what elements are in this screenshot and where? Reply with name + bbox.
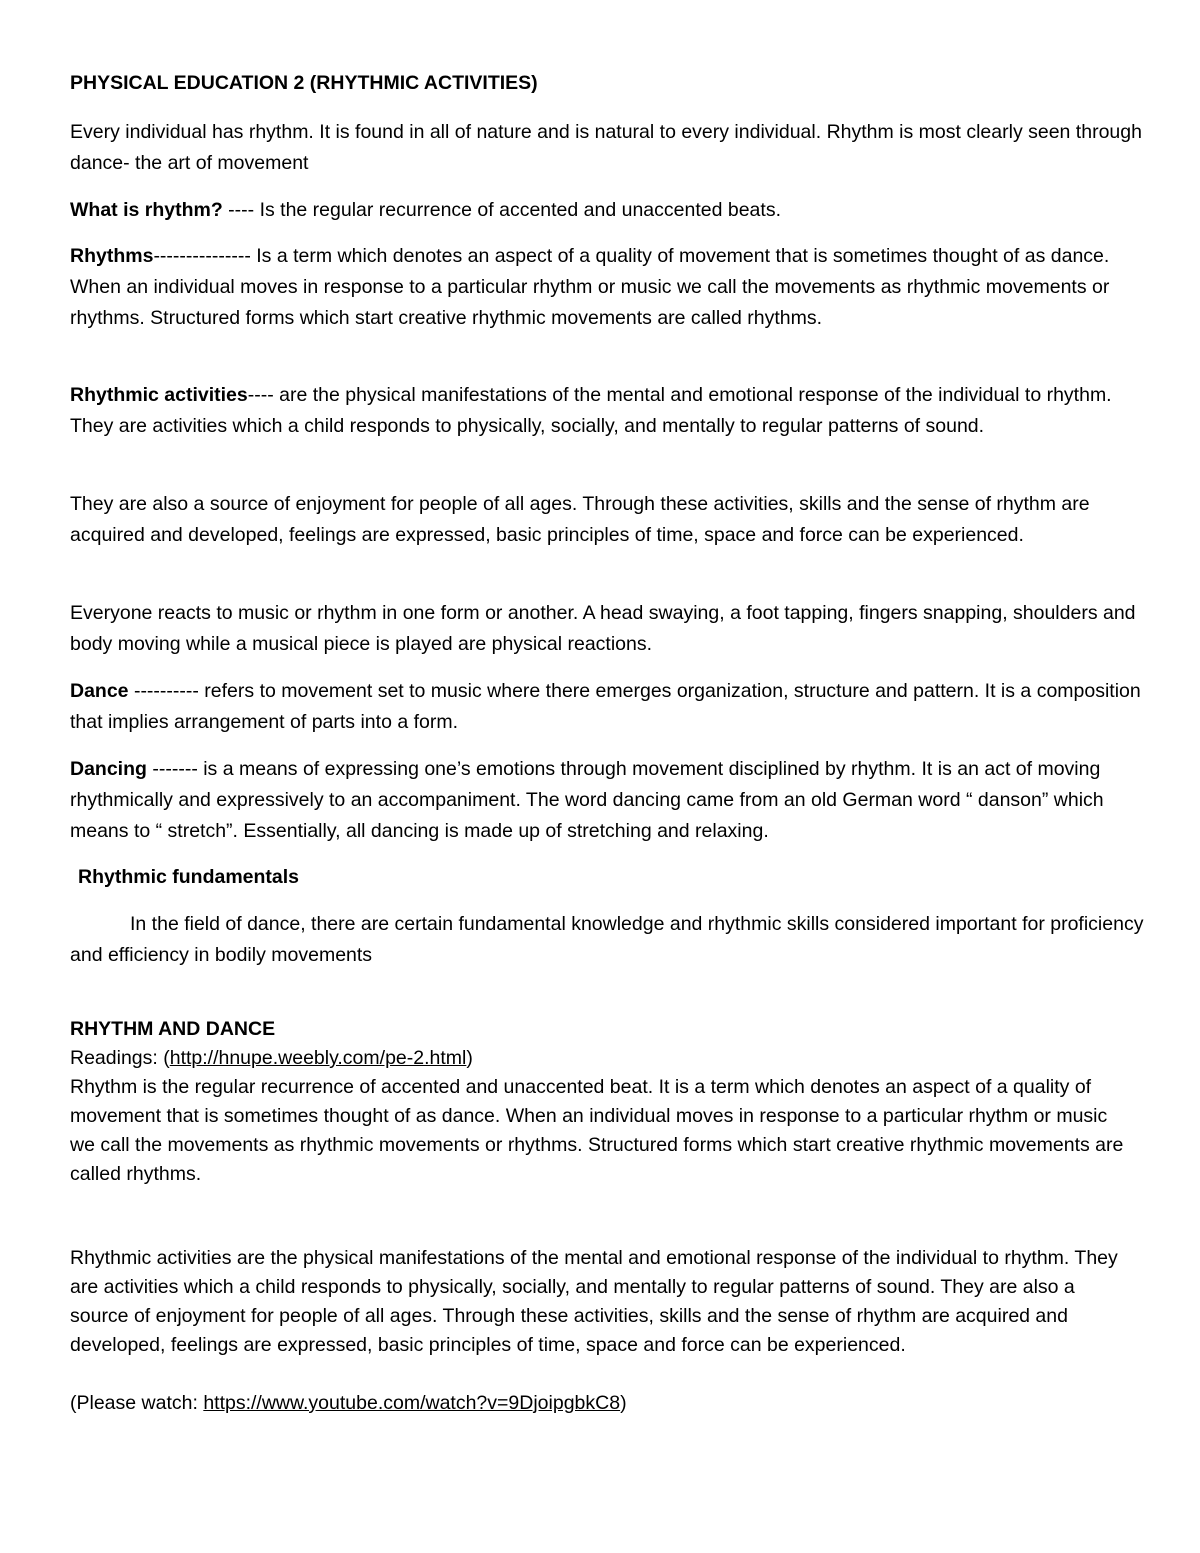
definition-term: Dance — [70, 680, 129, 702]
definition-text: ---- Is the regular recurrence of accented and unaccented beats. — [222, 199, 781, 221]
watch-link[interactable]: https://www.youtube.com/watch?v=9DjoipgbkC8 — [203, 1392, 621, 1414]
watch-suffix: ) — [620, 1392, 627, 1414]
reacts-paragraph: Everyone reacts to music or rhythm in one form or another. A head swaying, a foot tapping, fingers snapping, shoulders and body moving while a musical piece is played are physical reactions. — [70, 602, 1136, 655]
watch-prefix: (Please watch: — [70, 1392, 204, 1414]
rhythm-and-dance-heading-text: RHYTHM AND DANCE — [70, 1018, 276, 1040]
definition-text: ---------- refers to movement set to music where there emerges organization, structure and pattern. It is a composition that implies arrangement of parts into a form. — [70, 680, 1141, 733]
definition-term: Dancing — [70, 758, 147, 780]
definition-text: ---- are the physical manifestations of the mental and emotional response of the individual to rhythm. They are activities which a child responds to physically, socially, and mentally to regular patterns of sound. — [70, 384, 1112, 437]
rhythm-and-dance-heading — [70, 1015, 1130, 1044]
definition-rhythms — [70, 241, 1160, 334]
intro-paragraph: Every individual has rhythm. It is found in all of nature and is natural to every individual. Rhythm is most clearly seen through dance- the art of movement — [70, 121, 1142, 174]
readings-line — [70, 1044, 1130, 1073]
definition-rhythmic-activities — [70, 380, 1160, 442]
fundamentals-heading — [78, 862, 1168, 893]
readings-suffix: ) — [466, 1047, 473, 1069]
definition-term: Rhythms — [70, 245, 154, 267]
fundamentals-text: In the field of dance, there are certain fundamental knowledge and rhythmic skills considered important for proficiency and efficiency in bodily movements — [70, 913, 1144, 966]
watch-line — [70, 1389, 1130, 1418]
document-title: PHYSICAL EDUCATION 2 (RHYTHMIC ACTIVITIES) — [70, 72, 538, 94]
fundamentals-heading-text: Rhythmic fundamentals — [78, 866, 300, 888]
rhythmic-activities-paragraph: Rhythmic activities are the physical manifestations of the mental and emotional response of the individual to rhythm. They are activities which a child responds to physically, socially, and mentally to regular patterns of sound. They are also a source of enjoyment for people of all ages. Through these activities, skills and the sense of rhythm are acquired and developed, feelings are expressed, basic principles of time, space and force can be experienced. — [70, 1247, 1118, 1356]
readings-link[interactable]: http://hnupe.weebly.com/pe-2.html — [169, 1047, 467, 1069]
readings-prefix: Readings: ( — [70, 1047, 170, 1069]
definition-term: What is rhythm? — [70, 199, 223, 221]
definition-dancing — [70, 754, 1160, 847]
rhythm-paragraph: Rhythm is the regular recurrence of accented and unaccented beat. It is a term which denotes an aspect of a quality of movement that is sometimes thought of as dance. When an individual moves in response to a particular rhythm or music we call the movements as rhythmic movements or rhythms. Structured forms which start creative rhythmic movements are called rhythms. — [70, 1076, 1124, 1185]
definition-term: Rhythmic activities — [70, 384, 248, 406]
definition-text: ------- is a means of expressing one’s emotions through movement disciplined by rhythm. It is an act of moving rhythmically and expressively to an accompaniment. The word dancing came from an old German word “ danson” which means to “ stretch”. Essentially, all dancing is made up of stretching and relaxing. — [70, 758, 1104, 842]
enjoyment-paragraph: They are also a source of enjoyment for people of all ages. Through these activities, skills and the sense of rhythm are acquired and developed, feelings are expressed, basic principles of time, space and force can be experienced. — [70, 493, 1090, 546]
definition-rhythm — [70, 195, 1160, 226]
definition-text: --------------- Is a term which denotes an aspect of a quality of movement that is sometimes thought of as dance. When an individual moves in response to a particular rhythm or music we call the movements as rhythmic movements or rhythms. Structured forms which start creative rhythmic movements are called rhythms. — [70, 245, 1110, 329]
definition-dance — [70, 676, 1160, 738]
fundamentals-paragraph — [70, 909, 1160, 971]
